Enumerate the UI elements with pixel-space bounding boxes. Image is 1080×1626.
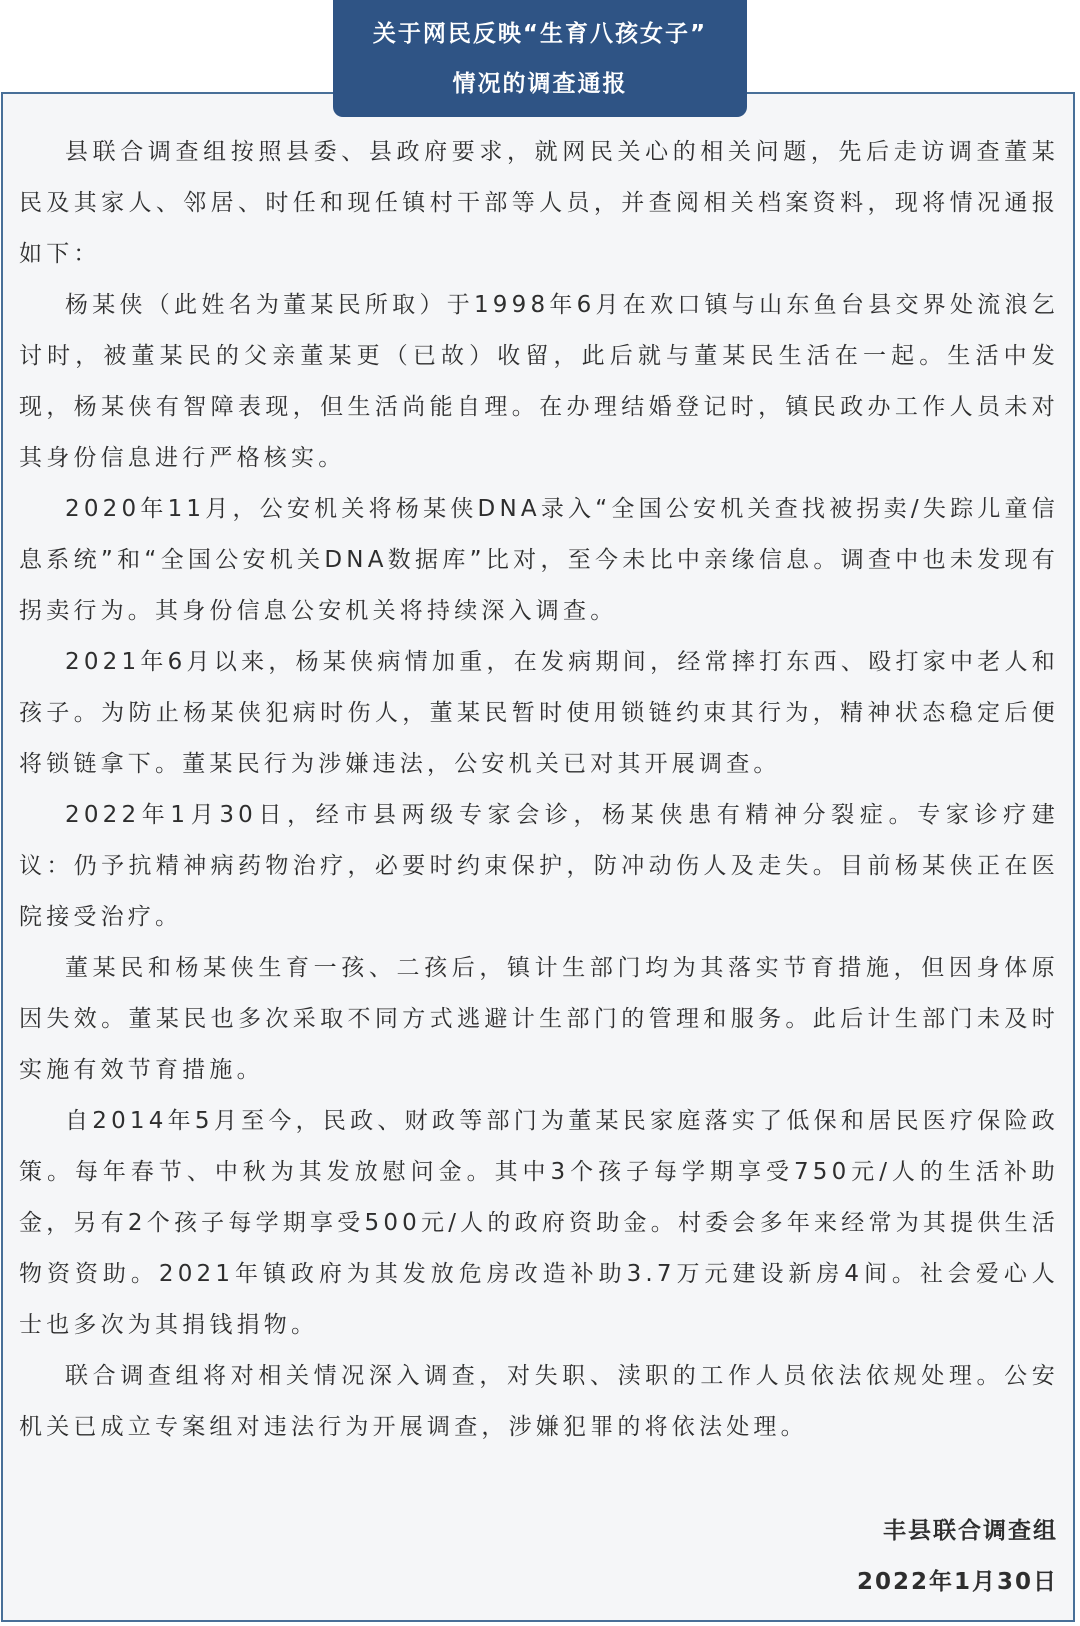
paragraph-diagnosis: 2022年1月30日，经市县两级专家会诊，杨某侠患有精神分裂症。专家诊疗建议：仍予抗精神病药物治疗，必要时约束保护，防冲动伤人及走失。目前杨某侠正在医院接受治疗。 bbox=[19, 802, 1059, 930]
paragraph-illness: 2021年6月以来，杨某侠病情加重，在发病期间，经常摔打东西、殴打家中老人和孩子。为防止杨某侠犯病时伤人，董某民暂时使用锁链约束其行为，精神状态稳定后便将锁链拿下。董某民行为涉嫌违法，公安机关已对其开展调查。 bbox=[19, 649, 1059, 777]
page-title-line-2: 情况的调查通报 bbox=[452, 70, 628, 97]
paragraph-assistance: 自2014年5月至今，民政、财政等部门为董某民家庭落实了低保和居民医疗保险政策。每年春节、中秋为其发放慰问金。其中3个孩子每学期享受750元/人的生活补助金，另有2个孩子每学期享受500元/人的政府资助金。村委会多年来经常为其提供生活物资资助。2021年镇政府为其发放危房改造补助3.7万元建设新房4间。社会爱心人士也多次为其捐钱捐物。 bbox=[19, 1108, 1059, 1338]
paragraph-family-planning: 董某民和杨某侠生育一孩、二孩后，镇计生部门均为其落实节育措施，但因身体原因失效。董某民也多次采取不同方式逃避计生部门的管理和服务。此后计生部门未及时实施有效节育措施。 bbox=[19, 955, 1059, 1083]
signature-organization: 丰县联合调查组 bbox=[883, 1518, 1058, 1544]
paragraph-intro: 县联合调查组按照县委、县政府要求，就网民关心的相关问题，先后走访调查董某民及其家人、邻居、时任和现任镇村干部等人员，并查阅相关档案资料，现将情况通报如下： bbox=[19, 139, 1059, 267]
report-body bbox=[19, 127, 1059, 1453]
paragraph-dna: 2020年11月，公安机关将杨某侠DNA录入“全国公安机关查找被拐卖/失踪儿童信息系统”和“全国公安机关DNA数据库”比对，至今未比中亲缘信息。调查中也未发现有拐卖行为。其身份信息公安机关将持续深入调查。 bbox=[19, 496, 1059, 624]
page-title-line-1: 关于网民反映“生育八孩女子” bbox=[372, 20, 708, 47]
title-banner bbox=[333, 0, 747, 117]
paragraph-followup: 联合调查组将对相关情况深入调查，对失职、渎职的工作人员依法依规处理。公安机关已成立专案组对违法行为开展调查，涉嫌犯罪的将依法处理。 bbox=[19, 1363, 1059, 1440]
signature-date: 2022年1月30日 bbox=[856, 1569, 1058, 1595]
paragraph-identity: 杨某侠（此姓名为董某民所取）于1998年6月在欢口镇与山东鱼台县交界处流浪乞讨时，被董某民的父亲董某更（已故）收留，此后就与董某民生活在一起。生活中发现，杨某侠有智障表现，但生活尚能自理。在办理结婚登记时，镇民政办工作人员未对其身份信息进行严格核实。 bbox=[19, 292, 1059, 471]
signature-block bbox=[857, 1506, 1058, 1608]
